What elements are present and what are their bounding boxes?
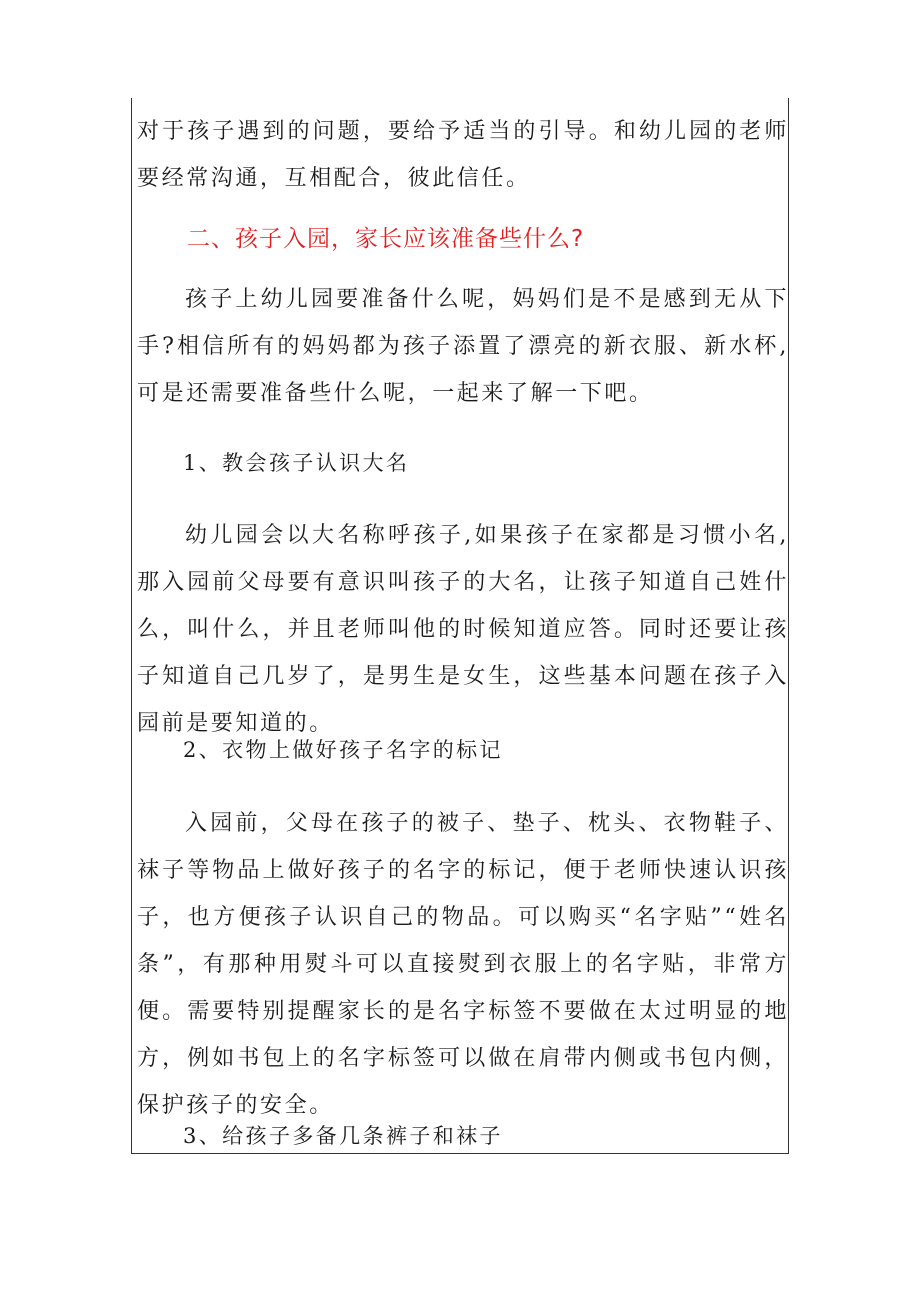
paragraph-text: 孩子上幼儿园要准备什么呢，妈妈们是不是感到无从下手?相信所有的妈妈都为孩子添置了漂亮的新衣服、新水杯,可是还需要准备些什么呢，一起来了解一下吧。: [137, 287, 789, 406]
item-1-body-block: [137, 512, 789, 747]
item-1-body: 幼儿园会以大名称呼孩子,如果孩子在家都是习惯小名,那入园前父母要有意识叫孩子的大名，让孩子知道自己姓什么，叫什么，并且老师叫他的时候知道应答。同时还要让孩子知道自己几岁了，是男生是女生，这些基本问题在孩子入园前是要知道的。: [137, 523, 789, 736]
item-2-title-block: [137, 730, 789, 770]
section-2-heading: 二、孩子入园，家长应该准备些什么?: [187, 226, 585, 252]
item-2-body: 入园前，父母在孩子的被子、垫子、枕头、衣物鞋子、袜子等物品上做好孩子的名字的标记，便于老师快速认识孩子，也方便孩子认识自己的物品。可以购买“名字贴”“姓名条”，有那种用熨斗可以直接熨到衣服上的名字贴，非常方便。需要特别提醒家长的是名字标签不要做在太过明显的地方，例如书包上的名字标签可以做在肩带内侧或书包内侧，保护孩子的安全。: [137, 811, 789, 1118]
item-3-title: 3、给孩子多备几条裤子和袜子: [183, 1124, 503, 1148]
paragraph-intro-end: [137, 108, 789, 202]
paragraph-text: 对于孩子遇到的问题，要给予适当的引导。和幼儿园的老师要经常沟通，互相配合，彼此信任。: [137, 119, 789, 191]
item-1-title: 1、教会孩子认识大名: [183, 451, 410, 475]
section-2-heading-block: [137, 216, 789, 263]
item-1-title-block: [137, 443, 789, 483]
item-2-body-block: [137, 800, 789, 1129]
paragraph-section2-intro: [137, 276, 789, 417]
item-2-title: 2、衣物上做好孩子名字的标记: [183, 738, 503, 762]
item-3-title-block: [137, 1116, 789, 1156]
